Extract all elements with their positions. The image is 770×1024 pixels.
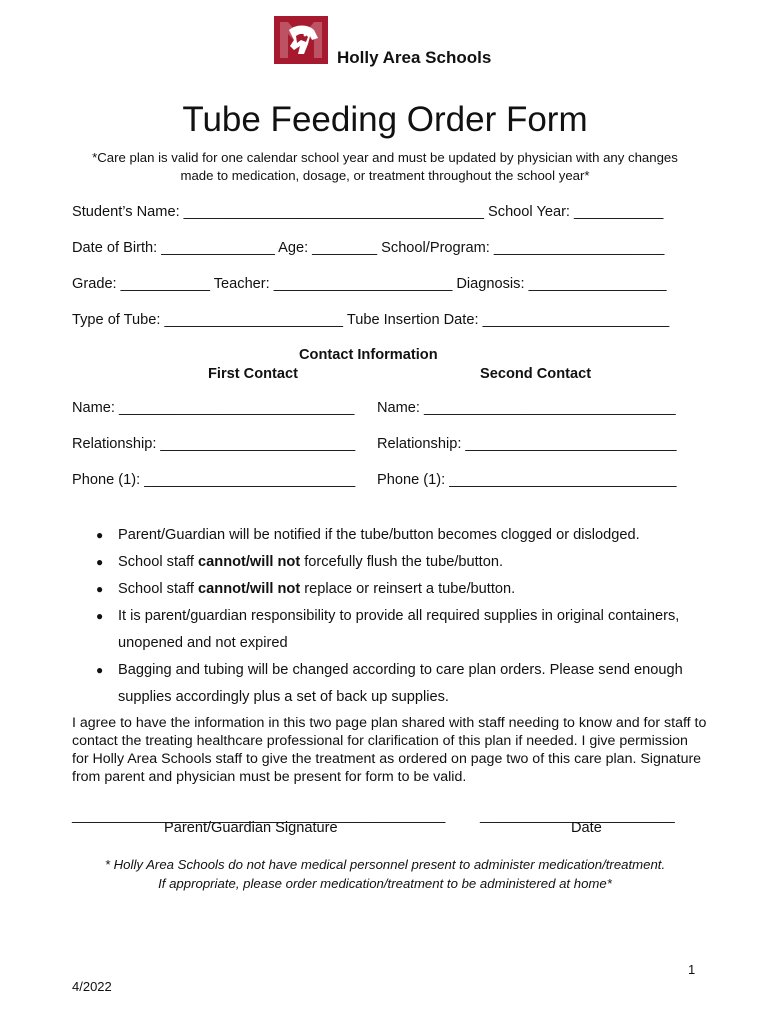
validity-note-line1: *Care plan is valid for one calendar school year and must be updated by physician with any changes: [92, 150, 678, 165]
student-name-school-year-field[interactable]: Student’s Name: _____________________________________ School Year: ___________: [72, 204, 664, 220]
revision-date: 4/2022: [72, 979, 112, 994]
validity-note-line2: made to medication, dosage, or treatment throughout the school year*: [180, 168, 590, 183]
form-title: Tube Feeding Order Form: [182, 100, 588, 139]
date-label: Date: [571, 820, 602, 836]
disclaimer-line1: * Holly Area Schools do not have medical personnel present to administer medication/treatment.: [104, 857, 666, 872]
list-item: [72, 549, 722, 576]
bullet-text: School staff: [118, 554, 199, 570]
bullet-icon: ●: [96, 609, 104, 623]
first-contact-name-field[interactable]: Name: _____________________________: [72, 400, 355, 416]
list-item: [72, 603, 722, 657]
tube-type-insertion-date-field[interactable]: Type of Tube: ______________________ Tube Insertion Date: _______________________: [72, 312, 670, 328]
bullet-icon: ●: [96, 582, 104, 596]
signature-label: Parent/Guardian Signature: [164, 820, 338, 836]
date-line[interactable]: ________________________: [480, 808, 675, 824]
bullet-text: forcefully flush the tube/button.: [300, 554, 504, 570]
first-contact-heading: First Contact: [208, 366, 298, 382]
list-item: [72, 522, 722, 549]
school-logo-icon: [274, 16, 328, 64]
first-contact-relationship-field[interactable]: Relationship: ________________________: [72, 436, 356, 452]
policy-bullet-list: [72, 522, 722, 711]
second-contact-relationship-field[interactable]: Relationship: __________________________: [377, 436, 677, 452]
bullet-icon: ●: [96, 528, 104, 542]
bullet-text: Bagging and tubing will be changed according to care plan orders. Please send enough supplies accordingly plus a set of back up supplies.: [118, 662, 683, 705]
page-number: 1: [688, 962, 696, 977]
contact-info-heading: Contact Information: [299, 347, 438, 363]
bullet-emphasis: cannot/will not: [198, 581, 301, 597]
birth-age-program-field[interactable]: Date of Birth: ______________ Age: ________ School/Program: _____________________: [72, 240, 665, 256]
list-item: [72, 576, 722, 603]
disclaimer-line2: If appropriate, please order medication/treatment to be administered at home*: [158, 876, 612, 891]
list-item: [72, 657, 722, 711]
bullet-text: It is parent/guardian responsibility to provide all required supplies in original containers, unopened and not expired: [118, 608, 680, 651]
bullet-text: Parent/Guardian will be notified if the tube/button becomes clogged or dislodged.: [118, 527, 640, 543]
bullet-icon: ●: [96, 555, 104, 569]
bullet-text: School staff: [118, 581, 199, 597]
bullet-emphasis: cannot/will not: [198, 554, 301, 570]
bullet-icon: ●: [96, 663, 104, 677]
school-name: Holly Area Schools: [337, 48, 492, 67]
validity-note: [60, 149, 710, 185]
signature-line[interactable]: ______________________________________________: [72, 808, 446, 824]
consent-paragraph: I agree to have the information in this two page plan shared with staff needing to know and for staff to contact the treating healthcare professional for clarification of this plan if needed. I give permission for Holly Area Schools staff to give the treatment as ordered on page two of this care plan. Signature from parent and physician must be present for form to be valid.: [72, 715, 707, 785]
second-contact-name-field[interactable]: Name: _______________________________: [377, 400, 676, 416]
bullet-text: replace or reinsert a tube/button.: [300, 581, 516, 597]
grade-teacher-diagnosis-field[interactable]: Grade: ___________ Teacher: ______________________ Diagnosis: _________________: [72, 276, 667, 292]
disclaimer: [0, 855, 770, 893]
second-contact-heading: Second Contact: [480, 366, 592, 382]
second-contact-phone-field[interactable]: Phone (1): ____________________________: [377, 472, 677, 488]
first-contact-phone-field[interactable]: Phone (1): __________________________: [72, 472, 356, 488]
